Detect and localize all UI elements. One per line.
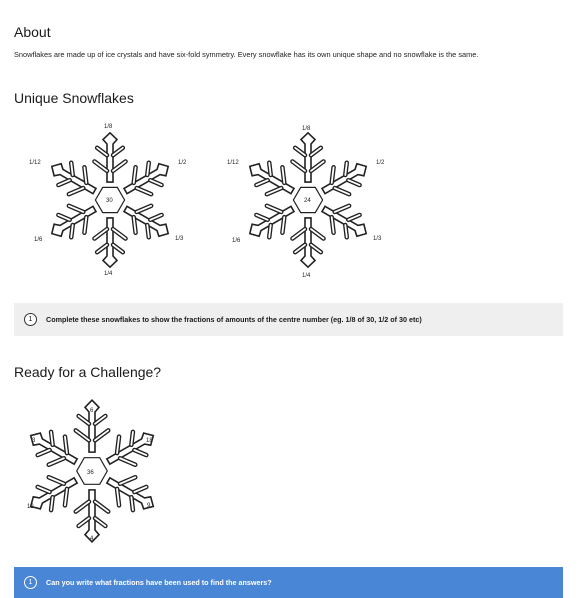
task-2-text: Can you write what fractions have been used to find the answers? bbox=[46, 578, 272, 587]
snowflake-figure-2 bbox=[218, 118, 398, 283]
challenge-center-number: 36 bbox=[87, 470, 94, 476]
task-2-box bbox=[14, 567, 563, 598]
challenge-snowflake-figure bbox=[10, 388, 175, 553]
flake1-label-upper-left: 1/12 bbox=[29, 160, 41, 166]
about-text: Snowflakes are made up of ice crystals and have six-fold symmetry. Every snowflake has its own unique shape and no snowflake is the same. bbox=[14, 50, 479, 59]
about-heading: About bbox=[14, 24, 51, 40]
flake2-label-lower-right: 1/3 bbox=[373, 236, 382, 242]
challenge-tip-lower-right: 9 bbox=[147, 503, 151, 509]
flake2-label-lower-left: 1/6 bbox=[232, 238, 241, 244]
challenge-tip-bottom: 4 bbox=[90, 536, 94, 542]
task-number-badge: 1 bbox=[24, 313, 37, 326]
flake1-label-top: 1/8 bbox=[104, 124, 113, 130]
flake2-label-bottom: 1/4 bbox=[302, 273, 311, 279]
flake1-center-number: 30 bbox=[106, 198, 113, 204]
snowflake-arm bbox=[292, 133, 323, 182]
snowflake-arm bbox=[94, 218, 125, 267]
snowflake-figure-1 bbox=[20, 118, 200, 283]
challenge-heading: Ready for a Challenge? bbox=[14, 364, 162, 380]
flake2-label-upper-left: 1/12 bbox=[227, 160, 239, 166]
snowflake-arm bbox=[76, 490, 108, 542]
flake1-label-bottom: 1/4 bbox=[104, 271, 113, 277]
flake2-center-number: 24 bbox=[304, 198, 311, 204]
task-1-box bbox=[14, 303, 563, 336]
flake2-label-upper-right: 1/2 bbox=[376, 160, 385, 166]
flake1-label-upper-right: 1/2 bbox=[178, 160, 187, 166]
task-number-badge: 1 bbox=[24, 576, 37, 589]
snowflake-arm bbox=[292, 218, 323, 267]
flake2-label-top: 1/8 bbox=[302, 126, 311, 132]
flake1-label-lower-left: 1/6 bbox=[34, 237, 43, 243]
flake1-label-lower-right: 1/3 bbox=[175, 236, 184, 242]
challenge-tip-upper-left: 3 bbox=[32, 438, 36, 444]
snowflake-arm bbox=[94, 133, 125, 182]
challenge-tip-lower-left: 12 bbox=[27, 504, 34, 510]
task-1-text: Complete these snowflakes to show the fractions of amounts of the centre number (eg. 1/8 of 30, 1/2 of 30 etc) bbox=[46, 315, 422, 324]
unique-snowflakes-heading: Unique Snowflakes bbox=[14, 90, 134, 106]
challenge-tip-top: 6 bbox=[90, 408, 94, 414]
challenge-tip-upper-right: 18 bbox=[146, 438, 153, 444]
